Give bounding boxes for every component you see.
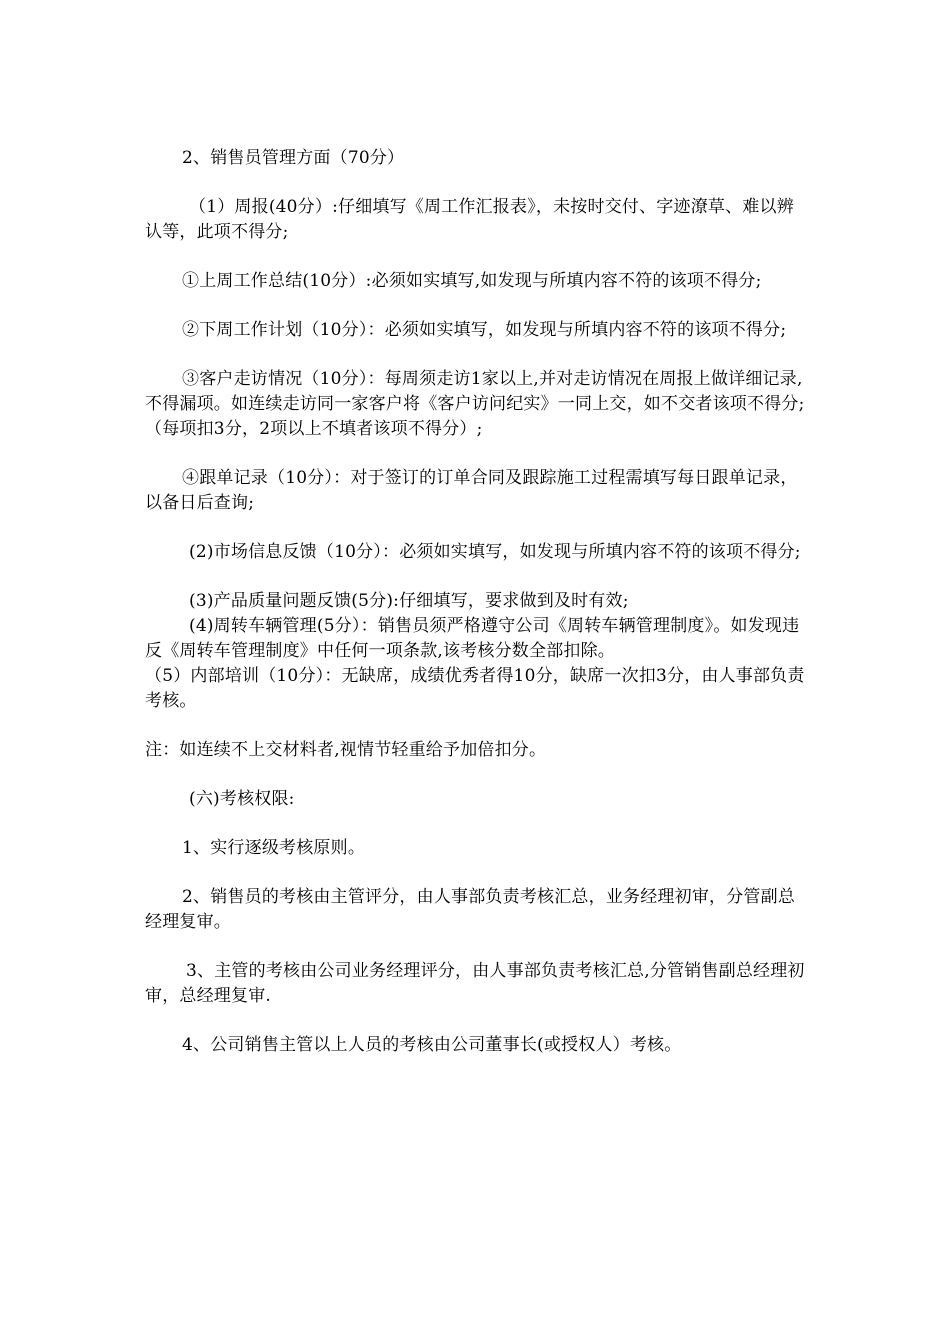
section-heading-salesperson-management: 2、销售员管理方面（70分） [182,148,405,168]
paragraph-note: 注：如连续不上交材料者,视情节轻重给予加倍扣分。 [145,740,547,760]
paragraph-order-tracking: ④跟单记录（10分）：对于签订的订单合同及跟踪施工过程需填写每日跟单记录，以备日后查询; [145,468,798,513]
paragraph-authority-4: 4、公司销售主管以上人员的考核由公司董事长(或授权人）考核。 [182,1035,682,1055]
paragraph-authority-3: 3、主管的考核由公司业务经理评分，由人事部负责考核汇总,分管销售副总经理初审，总经理复审. [145,961,805,1006]
document-body [145,146,810,1058]
paragraph-next-week-plan: ②下周工作计划（10分）：必须如实填写，如发现与所填内容不符的该项不得分; [182,320,787,340]
paragraph-market-feedback: (2)市场信息反馈（10分）：必须如实填写，如发现与所填内容不符的该项不得分; [189,542,801,562]
paragraph-internal-training: （5）内部培训（10分）：无缺席，成绩优秀者得10分，缺席一次扣3分，由人事部负责考核。 [145,666,805,711]
paragraph-weekly-report: （1）周报(40分）:仔细填写《周工作汇报表》，未按时交付、字迹潦草、难以辨认等，此项不得分; [145,197,794,242]
paragraph-authority-1: 1、实行逐级考核原则。 [182,838,366,858]
paragraph-authority-2: 2、销售员的考核由主管评分，由人事部负责考核汇总，业务经理初审，分管副总经理复审。 [145,887,796,932]
section-heading-assessment-authority: (六)考核权限: [189,789,295,809]
paragraph-customer-visits: ③客户走访情况（10分）：每周须走访1家以上,并对走访情况在周报上做详细记录,不得漏项。如连续走访同一家客户将《客户访问纪实》一同上交，如不交者该项不得分;（每项扣3分，2项以上不填者该项不得分）; [145,369,805,439]
paragraph-vehicle-management: (4)周转车辆管理(5分）：销售员须严格遵守公司《周转车辆管理制度》。如发现违反《周转车管理制度》中任何一项条款,该考核分数全部扣除。 [145,616,800,661]
paragraph-last-week-summary: ①上周工作总结(10分）:必须如实填写,如发现与所填内容不符的该项不得分; [182,271,762,291]
paragraph-quality-feedback: (3)产品质量问题反馈(5分):仔细填写，要求做到及时有效; [189,591,629,611]
